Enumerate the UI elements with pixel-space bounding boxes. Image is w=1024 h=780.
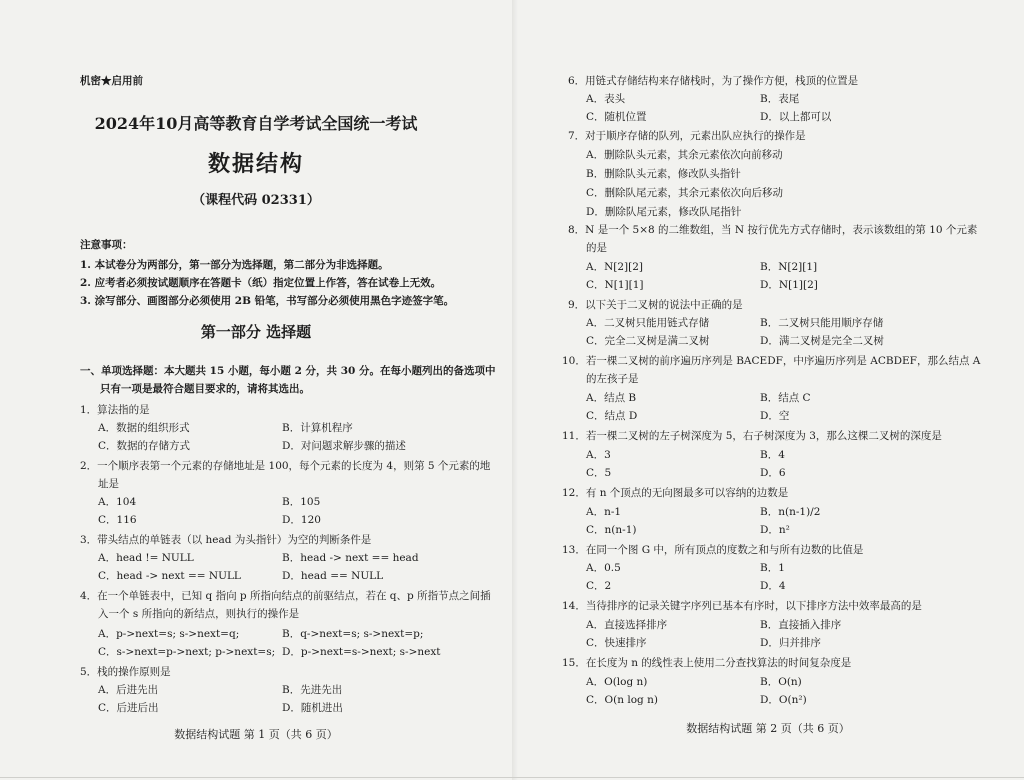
q5-option-c: C．后进后出 — [98, 702, 159, 714]
q14-option-a: A．直接选择排序 — [586, 619, 668, 631]
notice-item: 1. 本试卷分为两部分，第一部分为选择题，第二部分为非选择题。 — [80, 259, 389, 271]
question-4-stem-cont: 入一个 s 所指向的新结点，则执行的操作是 — [98, 608, 300, 620]
q13-option-a: A．0.5 — [586, 562, 621, 574]
q9-option-d: D．满二叉树是完全二叉树 — [760, 335, 884, 347]
q6-option-a: A．表头 — [586, 93, 626, 105]
question-12-stem: 12．有 n 个顶点的无向图最多可以容纳的边数是 — [562, 487, 789, 499]
q2-option-c: C．116 — [98, 514, 137, 526]
page-footer: 数据结构试题 第 2 页（共 6 页） — [686, 722, 850, 735]
q3-option-d: D．head == NULL — [282, 570, 384, 582]
q14-option-c: C．快速排序 — [586, 637, 647, 649]
question-6-stem: 6．用链式存储结构来存储栈时，为了操作方便，栈顶的位置是 — [568, 75, 859, 87]
q15-option-c: C．O(n log n) — [586, 694, 658, 706]
q1-option-c: C．数据的存储方式 — [98, 440, 191, 452]
q6-option-b: B．表尾 — [760, 93, 800, 105]
q13-option-c: C．2 — [586, 580, 612, 592]
q2-option-b: B．105 — [282, 496, 321, 508]
question-4-stem: 4．在一个单链表中，已知 q 指向 p 所指向结点的前驱结点，若在 q、p 所指节点之间插 — [80, 590, 491, 602]
question-10-stem-cont: 的左孩子是 — [586, 373, 639, 385]
q12-option-c: C．n(n-1) — [586, 524, 637, 536]
q8-option-d: D．N[1][2] — [760, 279, 818, 291]
q12-option-b: B．n(n-1)/2 — [760, 506, 821, 518]
question-10-stem: 10．若一棵二叉树的前序遍历序列是 BACEDF，中序遍历序列是 ACBDEF，那么结点 A — [562, 355, 981, 367]
q3-option-b: B．head -> next == head — [282, 552, 419, 564]
q15-option-a: A．O(log n) — [586, 676, 648, 688]
q1-option-d: D．对问题求解步骤的描述 — [282, 440, 406, 452]
page-fold-shadow — [512, 0, 518, 780]
question-14-stem: 14．当待排序的记录关键字序列已基本有序时，以下排序方法中效率最高的是 — [562, 600, 922, 612]
notice-item: 3. 涂写部分、画图部分必须使用 2B 铅笔，书写部分必须使用黑色字迹签字笔。 — [80, 295, 455, 307]
q11-option-c: C．5 — [586, 467, 612, 479]
question-15-stem: 15．在长度为 n 的线性表上使用二分查找算法的时间复杂度是 — [562, 657, 852, 669]
section-instructions-cont: 只有一项是最符合题目要求的，请将其选出。 — [100, 383, 310, 395]
question-5-stem: 5．栈的操作原则是 — [80, 666, 171, 678]
q9-option-c: C．完全二叉树是满二叉树 — [586, 335, 710, 347]
q7-option-c: C．删除队尾元素，其余元素依次向后移动 — [586, 187, 784, 199]
q7-option-a: A．删除队头元素，其余元素依次向前移动 — [586, 149, 783, 161]
question-1-stem: 1．算法指的是 — [80, 404, 150, 416]
q5-option-d: D．随机进出 — [282, 702, 343, 714]
q9-option-b: B．二叉树只能用顺序存储 — [760, 317, 884, 329]
q10-option-c: C．结点 D — [586, 410, 638, 422]
q8-option-c: C．N[1][1] — [586, 279, 644, 291]
q2-option-a: A．104 — [98, 496, 137, 508]
confidential-mark: 机密★启用前 — [80, 75, 143, 87]
q10-option-d: D．空 — [760, 410, 790, 422]
q3-option-a: A．head != NULL — [98, 552, 194, 564]
q6-option-c: C．随机位置 — [586, 111, 647, 123]
page-footer: 数据结构试题 第 1 页（共 6 页） — [174, 728, 338, 741]
q11-option-b: B．4 — [760, 449, 785, 461]
subject-title: 数据结构 — [207, 151, 304, 177]
q4-option-d: D．p->next=s->next; s->next — [282, 646, 441, 658]
q4-option-c: C．s->next=p->next; p->next=s; — [98, 646, 276, 658]
q4-option-a: A．p->next=s; s->next=q; — [98, 628, 240, 640]
question-8-stem-cont: 的是 — [586, 242, 607, 254]
q7-option-d: D．删除队尾元素，修改队尾指针 — [586, 206, 742, 218]
q12-option-d: D．n² — [760, 524, 790, 536]
q1-option-b: B．计算机程序 — [282, 422, 353, 434]
q15-option-b: B．O(n) — [760, 676, 802, 688]
q8-option-a: A．N[2][2] — [586, 261, 644, 273]
q4-option-b: B．q->next=s; s->next=p; — [282, 628, 424, 640]
q12-option-a: A．n-1 — [586, 506, 622, 518]
question-8-stem: 8．N 是一个 5×8 的二维数组，当 N 按行优先方式存储时，表示该数组的第 10 个元素 — [568, 224, 978, 236]
question-2-stem: 2．一个顺序表第一个元素的存储地址是 100，每个元素的长度为 4，则第 5 个元素的地 — [80, 460, 491, 472]
q10-option-a: A．结点 B — [586, 392, 637, 404]
exam-title: 2024年10月高等教育自学考试全国统一考试 — [94, 114, 418, 133]
q14-option-d: D．归并排序 — [760, 637, 821, 649]
question-9-stem: 9．以下关于二叉树的说法中正确的是 — [568, 299, 743, 311]
q9-option-a: A．二叉树只能用链式存储 — [586, 317, 710, 329]
q8-option-b: B．N[2][1] — [760, 261, 818, 273]
q1-option-a: A．数据的组织形式 — [98, 422, 190, 434]
q11-option-d: D．6 — [760, 467, 786, 479]
course-code: （课程代码 02331） — [192, 193, 320, 208]
q5-option-a: A．后进先出 — [98, 684, 159, 696]
q5-option-b: B．先进先出 — [282, 684, 343, 696]
section-instructions: 一、单项选择题：本大题共 15 小题，每小题 2 分，共 30 分。在每小题列出的备选项中 — [80, 365, 496, 377]
q2-option-d: D．120 — [282, 514, 321, 526]
question-7-stem: 7．对于顺序存储的队列，元素出队应执行的操作是 — [568, 130, 806, 142]
exam-page-2 — [512, 0, 1024, 780]
q7-option-b: B．删除队头元素，修改队头指针 — [586, 168, 741, 180]
q3-option-c: C．head -> next == NULL — [98, 570, 241, 582]
question-13-stem: 13．在同一个图 G 中，所有顶点的度数之和与所有边数的比值是 — [562, 544, 864, 556]
scan-bottom-edge — [0, 777, 1024, 778]
question-2-stem-cont: 址是 — [98, 478, 119, 490]
q11-option-a: A．3 — [586, 449, 611, 461]
question-3-stem: 3．带头结点的单链表（以 head 为头指针）为空的判断条件是 — [80, 534, 372, 546]
q10-option-b: B．结点 C — [760, 392, 811, 404]
notice-item: 2. 应考者必须按试题顺序在答题卡（纸）指定位置上作答，答在试卷上无效。 — [80, 277, 442, 289]
q13-option-d: D．4 — [760, 580, 786, 592]
q6-option-d: D．以上都可以 — [760, 111, 832, 123]
notice-title: 注意事项： — [80, 239, 133, 251]
part-one-title: 第一部分 选择题 — [200, 323, 312, 341]
q15-option-d: D．O(n²) — [760, 694, 807, 706]
q14-option-b: B．直接插入排序 — [760, 619, 842, 631]
q13-option-b: B．1 — [760, 562, 785, 574]
question-11-stem: 11．若一棵二叉树的左子树深度为 5，右子树深度为 3，那么这棵二叉树的深度是 — [562, 430, 942, 442]
